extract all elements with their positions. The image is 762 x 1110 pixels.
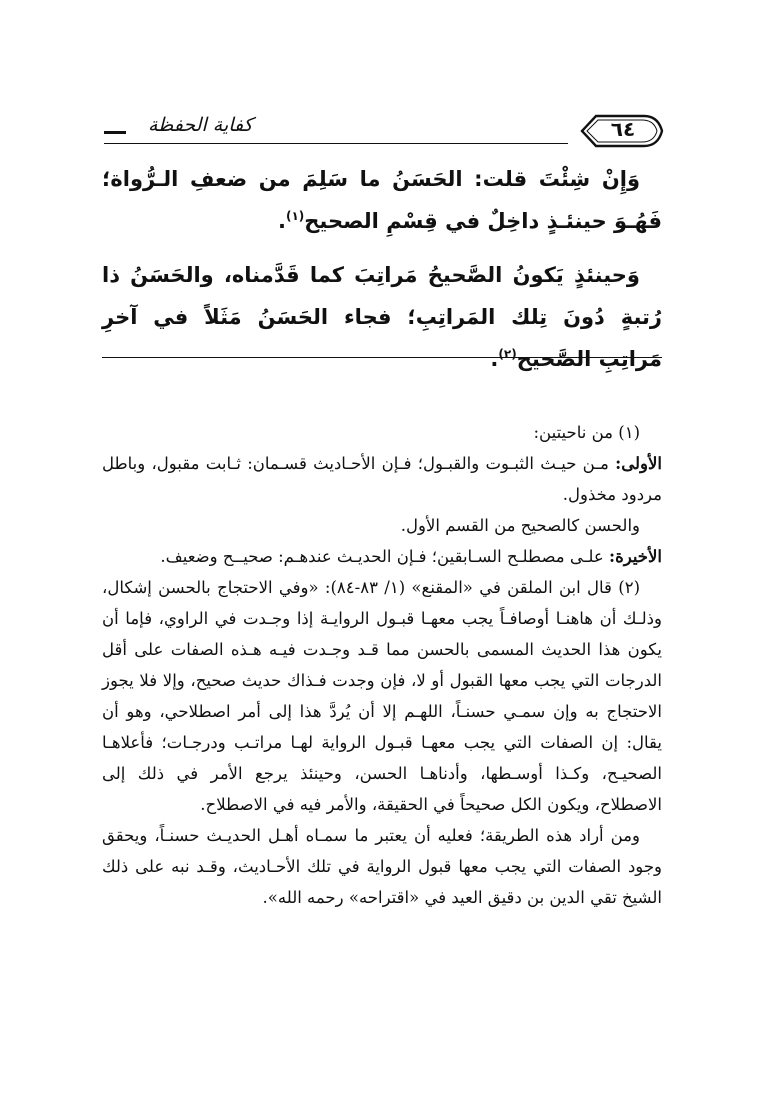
header-dash	[104, 131, 126, 134]
footnote-marker: (١)	[285, 209, 305, 223]
paragraph-end: .	[490, 347, 499, 371]
header-rule	[104, 143, 568, 144]
page-number: ٦٤	[610, 117, 636, 141]
footnote-separator	[102, 357, 662, 358]
paragraph-text: وَحينئذٍ يَكونُ الصَّحيحُ مَراتِبَ كما قَدَّمناه، والحَسَنُ ذا رُتبةٍ دُونَ تِلك المَراتِبِ؛ فجاء الحَسَنُ مَثَلاً في آخرِ مَراتِبِ الصَّحيح	[102, 263, 662, 371]
paragraph-text: وَإِنْ شِئْتَ قلت: الحَسَنُ ما سَلِمَ من ضعفِ الـرُّواة؛ فَهُـوَ حينئـذٍ داخِلٌ في قِسْمِ الصحيح	[102, 167, 662, 233]
book-title: كفاية الحفظة	[142, 114, 259, 136]
page-number-ornament	[578, 112, 664, 150]
page-header	[104, 112, 664, 152]
footnote-1-hasan: والحسن كالصحيح من القسم الأول.	[400, 516, 640, 535]
footnote-2-continuation: ومن أراد هذه الطريقة؛ فعليه أن يعتبر ما سمـاه أهـل الحديـث حسنـاً، ويحقق وجود الصفات التي يجب معها قبول الرواية في تلك الأحـاديث، وقـد نبه على ذلك الشيخ تقي الدين بن دقيق العيد في «اقتراحه» رحمه الله».	[102, 826, 662, 907]
footnote-1-first	[102, 448, 662, 510]
footnote-1-heading: (١) من ناحيتين:	[533, 423, 640, 442]
footnote-label: الأخيرة:	[608, 547, 662, 566]
footnote-2: (٢) قال ابن الملقن في «المقنع» (١/ ٨٣-٨٤): «وفي الاحتجاج بالحسن إشكال، وذلـك أن هاهنـا أوصافـاً يجب معهـا قبـول الروايـة إذا وجـدت في الراوي، فإما أن يكون هذا الحديث المسمى بالحسن مما قـد وجـدت فيـه هـذه الصفات على أقل الدرجات التي يجب معها القبول أو لا، فإن وجدت فـذاك حديث صحيح، وإلا فلا يجوز الاحتجاج به وإن سمـي حسنـاً، اللهـم إلا أن يُردَّ هذا إلى أمر اصطلاحي، وهو أن يقال: إن الصفات التي يجب معهـا قبـول الرواية لهـا مراتـب ودرجـات؛ فأعلاهـا الصحيـح، وكـذا أوسـطها، وأدناهـا الحسن، وحينئذ يرجع الأمر في ذلك إلى الاصطلاح، ويكون الكل صحيحاً في الحقيقة، والأمر فيه في الاصطلاح.	[102, 578, 662, 814]
footnote-marker: (٢)	[498, 347, 517, 361]
footnote-text: علـى مصطلـح السـابقين؛ فـإن الحديـث عندهـم: صحيــح وضعيف.	[160, 547, 609, 566]
footnotes	[102, 417, 662, 913]
footnote-label: الأولى:	[615, 454, 662, 473]
footnote-text: مـن حيـث الثبـوت والقبـول؛ فـإن الأحـاديث قسـمان: ثـابت مقبول، وباطل مردود مخذول.	[102, 454, 662, 504]
main-paragraph	[102, 254, 662, 380]
footnote-1-second	[102, 541, 662, 572]
main-paragraph	[102, 158, 662, 242]
paragraph-end: .	[277, 209, 286, 233]
